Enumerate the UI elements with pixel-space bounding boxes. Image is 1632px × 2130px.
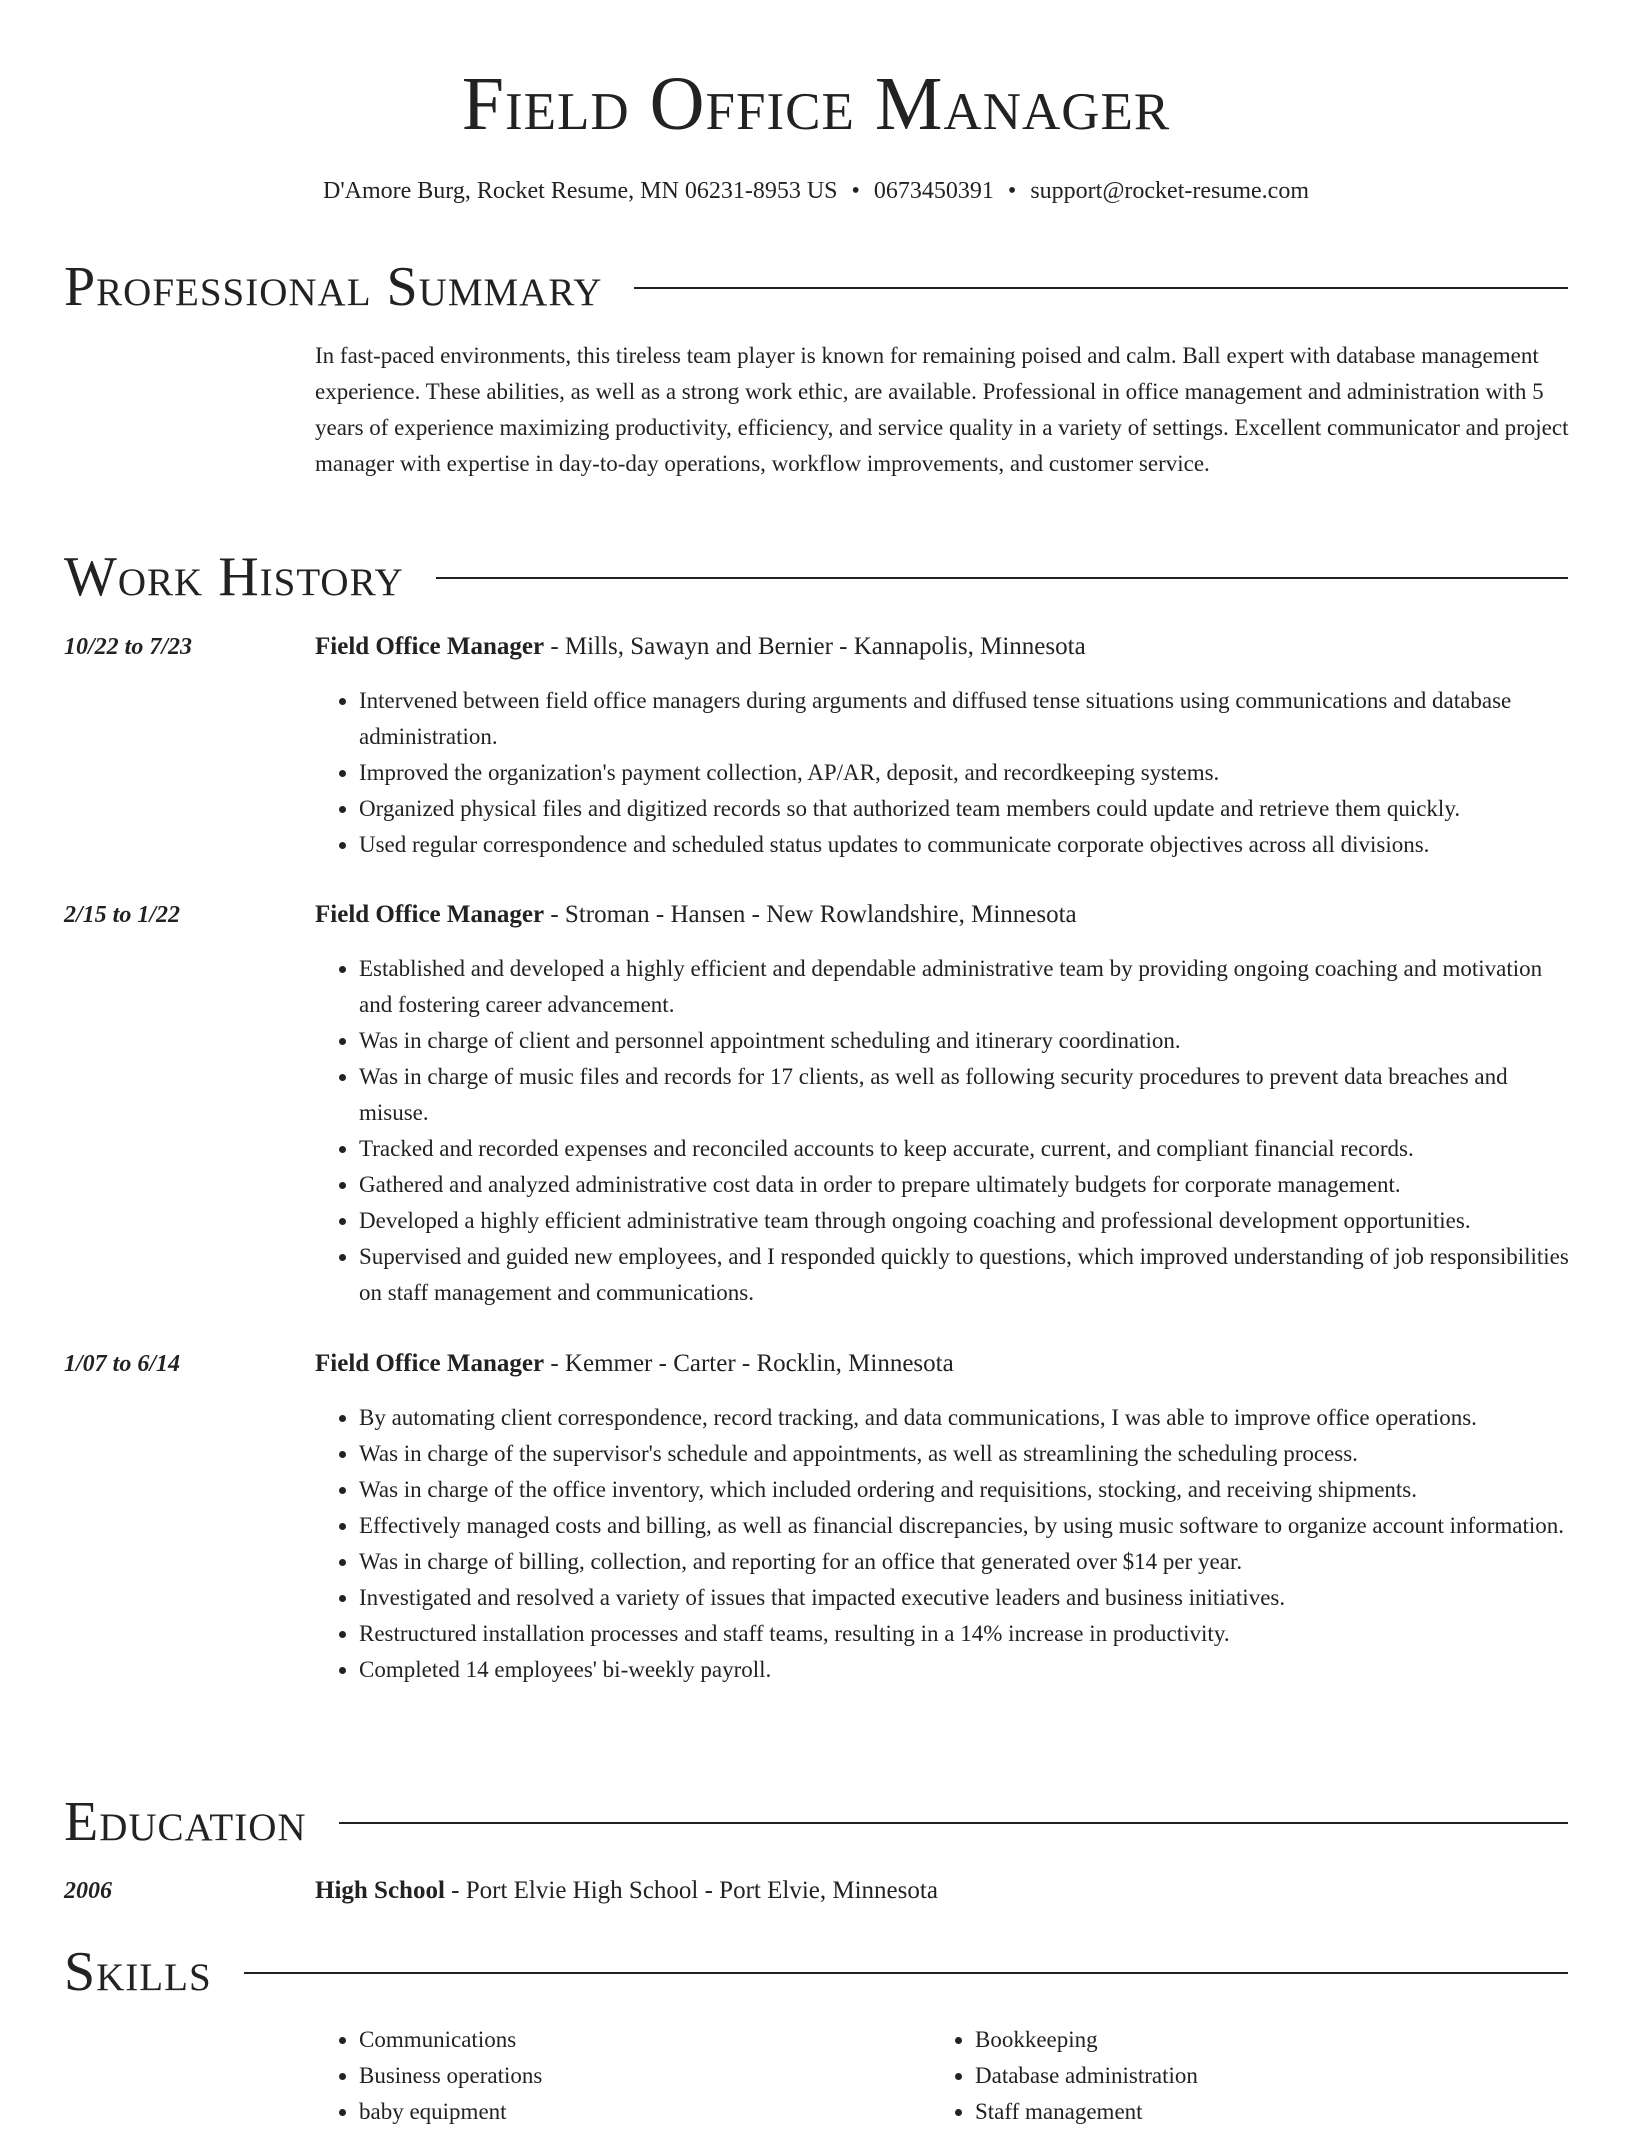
education-degree: High School bbox=[315, 1877, 445, 1904]
list-item: • Was in charge of music files and records for 17 clients, as well as following security procedures to prevent data breaches and misuse. bbox=[359, 1059, 1575, 1131]
education-year: 2006 bbox=[64, 1878, 112, 1904]
education-details: - Port Elvie High School - Port Elvie, Minnesota bbox=[444, 1877, 938, 1904]
contact-email[interactable]: support@rocket-resume.com bbox=[1030, 178, 1309, 204]
skills-list-right bbox=[931, 2022, 1491, 2130]
list-item: • Completed 14 employees' bi-weekly payroll. bbox=[359, 1652, 1575, 1688]
summary-text: In fast-paced environments, this tireless team player is known for remaining poised and calm. Ball expert with database management experience. These abilities, as well as a strong work ethic, are available. Professional in office management and administration with 5 years of experience maximizing productivity, efficiency, and service quality in a variety of settings. Excellent communicator and project manager with expertise in day-to-day operations, workflow improvements, and customer service. bbox=[315, 343, 1569, 476]
section-header-education bbox=[64, 1789, 1568, 1855]
education-heading bbox=[315, 1873, 1575, 1909]
skills-list-left bbox=[315, 2022, 875, 2130]
skill-item: • baby equipment bbox=[359, 2094, 875, 2130]
job-dates: 1/07 to 6/14 bbox=[64, 1351, 181, 1377]
list-item: • Improved the organization's payment collection, AP/AR, deposit, and recordkeeping systems. bbox=[359, 755, 1575, 791]
job-dates: 2/15 to 1/22 bbox=[64, 902, 181, 928]
list-item: • Supervised and guided new employees, and I responded quickly to questions, which improved understanding of job responsibilities on staff management and communications. bbox=[359, 1239, 1575, 1311]
job-heading bbox=[315, 1346, 1575, 1382]
job-bullet-list bbox=[315, 951, 1575, 1311]
section-title-summary: Professional Summary bbox=[64, 256, 603, 318]
section-title-skills: Skills bbox=[64, 1941, 212, 2003]
list-item: • Gathered and analyzed administrative cost data in order to prepare ultimately budgets for corporate management. bbox=[359, 1167, 1575, 1203]
section-title-education: Education bbox=[64, 1791, 307, 1853]
skill-item: • Bookkeeping bbox=[975, 2022, 1491, 2058]
contact-address: D'Amore Burg, Rocket Resume, MN 06231-8953 US bbox=[322, 178, 838, 204]
section-divider bbox=[634, 287, 1568, 289]
skill-item: • Database administration bbox=[975, 2058, 1491, 2094]
job-heading bbox=[315, 629, 1575, 665]
job-title: Field Office Manager bbox=[315, 633, 545, 660]
job-title: Field Office Manager bbox=[315, 901, 545, 928]
list-item: • Was in charge of billing, collection, and reporting for an office that generated over $14 per year. bbox=[359, 1544, 1575, 1580]
section-divider bbox=[244, 1972, 1568, 1974]
list-item: • Developed a highly efficient administrative team through ongoing coaching and professional development opportunities. bbox=[359, 1203, 1575, 1239]
section-title-work: Work History bbox=[64, 546, 404, 608]
list-item: • Intervened between field office managers during arguments and diffused tense situations using communications and database administration. bbox=[359, 683, 1575, 755]
list-item: • Restructured installation processes and staff teams, resulting in a 14% increase in productivity. bbox=[359, 1616, 1575, 1652]
section-header-work bbox=[64, 544, 1568, 610]
section-header-skills bbox=[64, 1939, 1568, 2005]
list-item: • Investigated and resolved a variety of issues that impacted executive leaders and business initiatives. bbox=[359, 1580, 1575, 1616]
job-details: - Mills, Sawayn and Bernier - Kannapolis, Minnesota bbox=[544, 633, 1086, 660]
resume-title: Field Office Manager bbox=[461, 62, 1171, 146]
list-item: • Tracked and recorded expenses and reconciled accounts to keep accurate, current, and compliant financial records. bbox=[359, 1131, 1575, 1167]
job-dates: 10/22 to 7/23 bbox=[64, 634, 193, 660]
job-details: - Kemmer - Carter - Rocklin, Minnesota bbox=[544, 1350, 954, 1377]
list-item: • Effectively managed costs and billing, as well as financial discrepancies, by using music software to organize account information. bbox=[359, 1508, 1575, 1544]
contact-line bbox=[0, 174, 1632, 208]
skill-item: • Business operations bbox=[359, 2058, 875, 2094]
list-item: • Organized physical files and digitized records so that authorized team members could update and retrieve them quickly. bbox=[359, 791, 1575, 827]
list-item: • Established and developed a highly efficient and dependable administrative team by providing ongoing coaching and motivation and fostering career advancement. bbox=[359, 951, 1575, 1023]
list-item: • Was in charge of the office inventory, which included ordering and requisitions, stocking, and receiving shipments. bbox=[359, 1472, 1575, 1508]
list-item: • Was in charge of the supervisor's schedule and appointments, as well as streamlining the scheduling process. bbox=[359, 1436, 1575, 1472]
contact-phone: 0673450391 bbox=[873, 178, 994, 204]
section-divider bbox=[339, 1822, 1568, 1824]
skill-item: • Staff management bbox=[975, 2094, 1491, 2130]
contact-separator: • bbox=[1007, 178, 1017, 204]
list-item: • Used regular correspondence and scheduled status updates to communicate corporate objectives across all divisions. bbox=[359, 827, 1575, 863]
skill-item: • Communications bbox=[359, 2022, 875, 2058]
job-title: Field Office Manager bbox=[315, 1350, 545, 1377]
section-header-summary bbox=[64, 254, 1568, 320]
job-details: - Stroman - Hansen - New Rowlandshire, Minnesota bbox=[544, 901, 1077, 928]
contact-separator: • bbox=[851, 178, 860, 204]
job-heading bbox=[315, 897, 1575, 933]
list-item: • By automating client correspondence, record tracking, and data communications, I was able to improve office operations. bbox=[359, 1400, 1575, 1436]
section-divider bbox=[436, 577, 1568, 579]
list-item: • Was in charge of client and personnel appointment scheduling and itinerary coordination. bbox=[359, 1023, 1575, 1059]
job-bullet-list bbox=[315, 1400, 1575, 1688]
job-bullet-list bbox=[315, 683, 1575, 863]
